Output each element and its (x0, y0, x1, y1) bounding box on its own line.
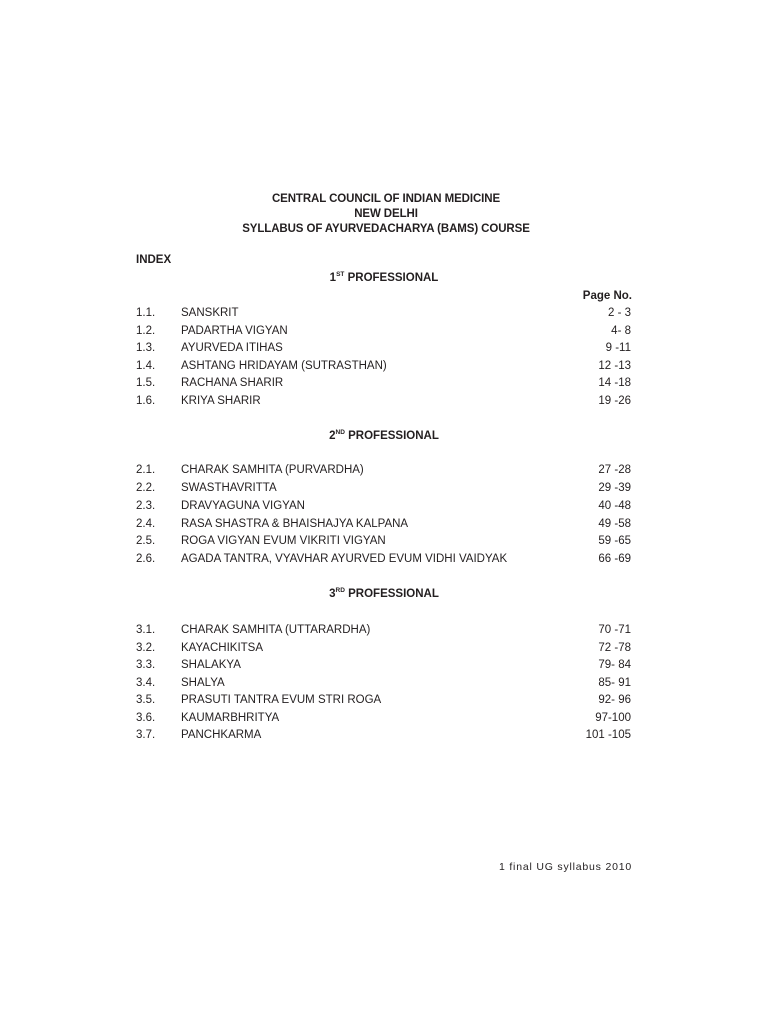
section-title-2 (0, 430, 768, 442)
section-label: PROFESSIONAL (348, 430, 439, 442)
entry-number: 2.2. (136, 482, 156, 494)
index-entry (0, 535, 768, 553)
entry-pages: 66 -69 (598, 552, 631, 565)
entry-pages: 14 -18 (598, 377, 631, 389)
index-label: INDEX (136, 254, 172, 266)
entry-title: AGADA TANTRA, VYAVHAR AYURVED EVUM VIDHI VAIDYAK (181, 552, 508, 565)
entry-number: 3.2. (136, 641, 156, 654)
index-entry (0, 553, 768, 571)
section-label: PROFESSIONAL (348, 588, 439, 600)
index-entry (0, 500, 768, 518)
index-entry (0, 712, 768, 730)
section-number: 2 (329, 430, 336, 442)
entry-title: SWASTHAVRITTA (181, 482, 277, 494)
section-number: 3 (329, 588, 336, 600)
entry-title: SANSKRIT (181, 307, 239, 319)
entry-pages: 59 -65 (598, 535, 631, 547)
entry-pages: 79- 84 (598, 659, 631, 671)
index-entry (0, 307, 768, 325)
entry-number: 2.5. (136, 535, 156, 547)
section-number: 1 (329, 272, 337, 284)
entry-title: ASHTANG HRIDAYAM (SUTRASTHAN) (181, 359, 387, 372)
entry-pages: 40 -48 (598, 499, 631, 512)
entry-title: DRAVYAGUNA VIGYAN (181, 499, 305, 512)
entry-pages: 72 -78 (598, 641, 631, 654)
section-ordinal-suffix: ND (335, 429, 345, 436)
location-heading: NEW DELHI (354, 208, 418, 220)
index-entry (0, 360, 768, 378)
page-no-column-header: Page No. (582, 290, 632, 302)
entry-title: PANCHKARMA (181, 729, 262, 741)
entry-number: 1.3. (136, 342, 156, 354)
entry-pages: 4- 8 (611, 324, 631, 337)
section-ordinal-suffix: ST (336, 271, 345, 278)
index-entry (0, 464, 768, 482)
entry-title: AYURVEDA ITIHAS (181, 342, 283, 354)
index-entry (0, 518, 768, 536)
entry-title: PADARTHA VIGYAN (181, 324, 288, 337)
entry-title: ROGA VIGYAN EVUM VIKRITI VIGYAN (181, 535, 386, 547)
index-entry (0, 342, 768, 360)
entry-title: SHALAKYA (181, 659, 241, 671)
entry-number: 2.6. (136, 552, 156, 565)
entry-number: 3.1. (136, 624, 156, 636)
entry-title: RACHANA SHARIR (181, 377, 284, 389)
entry-pages: 70 -71 (598, 624, 631, 636)
index-entry (0, 694, 768, 712)
entry-title: PRASUTI TANTRA EVUM STRI ROGA (181, 694, 382, 706)
index-entry (0, 482, 768, 500)
entry-pages: 19 -26 (598, 394, 631, 407)
entry-number: 3.4. (136, 676, 156, 689)
entry-title: KAYACHIKITSA (181, 641, 264, 654)
entry-pages: 85- 91 (598, 676, 631, 689)
index-entry (0, 642, 768, 660)
index-entry (0, 325, 768, 343)
entry-number: 1.5. (136, 377, 156, 389)
index-entry (0, 729, 768, 747)
entry-number: 1.2. (136, 324, 156, 337)
entry-title: SHALYA (181, 676, 225, 689)
entry-pages: 49 -58 (598, 517, 631, 530)
entry-title: CHARAK SAMHITA (PURVARDHA) (181, 464, 364, 476)
council-name-heading: CENTRAL COUNCIL OF INDIAN MEDICINE (271, 193, 501, 205)
entry-number: 2.4. (136, 517, 156, 530)
entry-title: KAUMARBHRITYA (181, 711, 280, 724)
entry-pages: 29 -39 (598, 482, 631, 494)
index-entry (0, 659, 768, 677)
entry-title: KRIYA SHARIR (181, 394, 261, 407)
entry-number: 1.4. (136, 359, 156, 372)
entry-pages: 9 -11 (605, 342, 631, 354)
entry-pages: 97-100 (595, 711, 631, 724)
index-entry (0, 395, 768, 413)
index-entry (0, 377, 768, 395)
section-ordinal-suffix: RD (335, 587, 345, 594)
entry-number: 2.1. (136, 464, 156, 476)
entry-number: 3.3. (136, 659, 156, 671)
syllabus-heading: SYLLABUS OF AYURVEDACHARYA (BAMS) COURSE (242, 223, 530, 235)
entry-pages: 27 -28 (598, 464, 631, 476)
entry-number: 3.6. (136, 711, 156, 724)
entry-pages: 92- 96 (598, 694, 631, 706)
section-title-3 (0, 588, 768, 600)
entry-title: CHARAK SAMHITA (UTTARARDHA) (181, 624, 371, 636)
section-title-1 (0, 272, 768, 284)
index-entry (0, 624, 768, 642)
entry-pages: 2 - 3 (607, 307, 631, 319)
entry-number: 3.5. (136, 694, 156, 706)
entry-number: 1.6. (136, 394, 156, 407)
entry-title: RASA SHASTRA & BHAISHAJYA KALPANA (181, 517, 409, 530)
page-footer: 1 final UG syllabus 2010 (498, 861, 632, 873)
index-entry (0, 677, 768, 695)
section-label: PROFESSIONAL (347, 272, 439, 284)
entry-pages: 101 -105 (585, 729, 631, 741)
entry-number: 1.1. (136, 307, 156, 319)
entry-number: 2.3. (136, 499, 156, 512)
entry-pages: 12 -13 (598, 359, 631, 372)
entry-number: 3.7. (136, 729, 156, 741)
